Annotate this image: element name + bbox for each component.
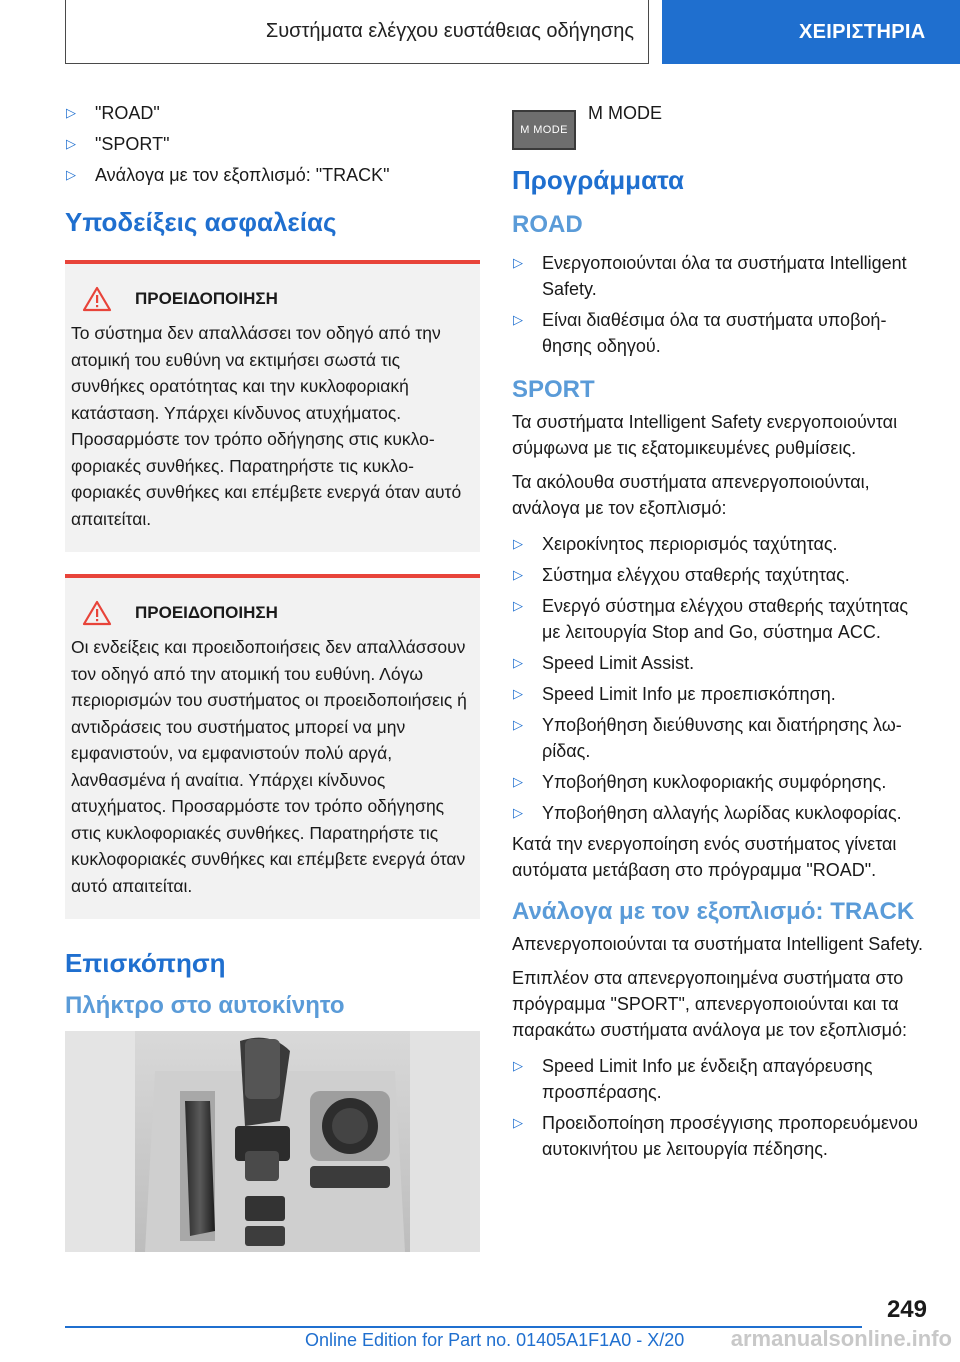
bullet-triangle-icon: ▷	[513, 1115, 523, 1130]
bullet-triangle-icon: ▷	[66, 136, 76, 151]
page-number: 249	[886, 1296, 927, 1323]
warning-title: ΠΡΟΕΙΔΟΠΟΙΗΣΗ	[77, 286, 474, 312]
warning-icon	[77, 286, 117, 312]
warning-icon	[77, 600, 117, 626]
bullet-triangle-icon: ▷	[513, 686, 523, 701]
list-item: ▷ Προειδοποίηση προσέγγισης προπορευόμενου αυτοκινήτου με λειτουργία πέδησης.	[512, 1110, 927, 1162]
list-item: ▷ Speed Limit Assist.	[512, 650, 927, 676]
right-column	[512, 100, 927, 1167]
list-item: ▷ Υποβοήθηση διεύθυνσης και διατήρησης λωρίδας.	[512, 712, 927, 764]
list-item: ▷ Σύστημα ελέγχου σταθερής ταχύτητας.	[512, 562, 927, 588]
programs-heading: Προγράμματα	[512, 165, 684, 195]
bullet-triangle-icon: ▷	[513, 1058, 523, 1073]
track-list	[512, 1053, 927, 1162]
track-paragraph: Επιπλέον στα απενεργοποιημένα συστήματα στο πρόγραμμα "SPORT", απενεργοποιούνται και τα παρακάτω συστήματα ανάλογα με τον εξοπλισμό:	[512, 968, 908, 1040]
bullet-triangle-icon: ▷	[513, 598, 523, 613]
sport-paragraph: Τα ακόλουθα συστήματα απενεργοποιούνται, ανάλογα με τον εξοπλισμό:	[512, 472, 870, 518]
list-item: ▷ "SPORT"	[65, 131, 480, 157]
list-item: ▷ "ROAD"	[65, 100, 480, 126]
chapter-title: Συστήματα ελέγχου ευστάθειας οδήγησης	[65, 0, 649, 64]
bullet-triangle-icon: ▷	[513, 774, 523, 789]
list-item: ▷ Είναι διαθέσιμα όλα τα συστήματα υποβοήθησης οδηγού.	[512, 307, 927, 359]
edition-text: Online Edition for Part no. 01405A1F1A0 - X/20	[305, 1330, 685, 1350]
bullet-triangle-icon: ▷	[513, 536, 523, 551]
warning-text: Το σύστημα δεν απαλλάσσει τον οδηγό από την ατομική του ευθύνη να εκτιμήσει σωστά τις συνθήκες ορατότητας και την κυκλοφοριακή κατάσταση. Υπάρχει κίνδυνος ατυχήματος. Προσαρμόστε τον τρόπο οδήγησης στις κυκλοφοριακές συνθήκες. Παρατηρήστε τις κυκλοφοριακές συνθήκες και επέμβετε ενεργά όταν αυτό απαιτείται.	[71, 323, 462, 529]
warning-box	[65, 260, 480, 552]
m-mode-row	[512, 100, 927, 150]
bullet-triangle-icon: ▷	[513, 655, 523, 670]
warning-text: Οι ενδείξεις και προειδοποιήσεις δεν απαλλάσσουν τον οδηγό από την ατομική του ευθύνη. Λόγω περιορισμών του συστήματος οι προειδοποιήσεις ή αντιδράσεις του συστήματος μπορεί να μην εμφανιστούν, να εμφανιστούν πολύ αργά, λανθασμένα ή αναίτια. Υπάρχει κίνδυνος ατυχήματος. Προσαρμόστε τον τρόπο οδήγησης στις κυκλοφοριακές συνθήκες. Παρατηρήστε τις κυκλοφοριακές συνθήκες και επέμβετε ενεργά όταν αυτό απαιτείται.	[71, 637, 467, 896]
road-list	[512, 250, 927, 359]
m-mode-button-image: M MODE	[512, 110, 576, 150]
list-item: ▷ Ενεργοποιούνται όλα τα συστήματα Intelligent Safety.	[512, 250, 927, 302]
console-photo	[65, 1031, 480, 1252]
warning-title: ΠΡΟΕΙΔΟΠΟΙΗΣΗ	[77, 600, 474, 626]
list-item: ▷ Speed Limit Info με προεπισκόπηση.	[512, 681, 927, 707]
m-mode-label: M MODE	[588, 103, 662, 123]
list-item: ▷ Υποβοήθηση κυκλοφοριακής συμφόρησης.	[512, 769, 927, 795]
overview-heading: Επισκόπηση	[65, 948, 226, 978]
track-heading: Ανάλογα με τον εξοπλισμό: TRACK	[512, 898, 915, 925]
bullet-triangle-icon: ▷	[513, 312, 523, 327]
bullet-triangle-icon: ▷	[66, 167, 76, 182]
program-list	[65, 100, 480, 188]
list-item: ▷ Ενεργό σύστημα ελέγχου σταθερής ταχύτητας με λειτουργία Stop and Go, σύστημα ACC.	[512, 593, 927, 645]
sport-heading: SPORT	[512, 376, 595, 403]
road-heading: ROAD	[512, 211, 583, 238]
track-paragraph: Απενεργοποιούνται τα συστήματα Intelligent Safety.	[512, 934, 923, 954]
sport-paragraph: Τα συστήματα Intelligent Safety ενεργοποιούνται σύμφωνα με τις εξατομικευμένες ρυθμίσεις.	[512, 412, 898, 458]
sport-list	[512, 531, 927, 826]
warning-box	[65, 574, 480, 919]
page-header	[65, 0, 960, 64]
watermark: armanualsonline.info	[730, 1326, 952, 1351]
bullet-triangle-icon: ▷	[66, 105, 76, 120]
list-item: ▷ Χειροκίνητος περιορισμός ταχύτητας.	[512, 531, 927, 557]
list-item: ▷ Υποβοήθηση αλλαγής λωρίδας κυκλοφορίας.	[512, 800, 927, 826]
button-heading: Πλήκτρο στο αυτοκίνητο	[65, 992, 345, 1019]
bullet-triangle-icon: ▷	[513, 567, 523, 582]
bullet-triangle-icon: ▷	[513, 805, 523, 820]
list-item: ▷ Speed Limit Info με ένδειξη απαγόρευσης προσπέρασης.	[512, 1053, 927, 1105]
bullet-triangle-icon: ▷	[513, 717, 523, 732]
sport-paragraph: Κατά την ενεργοποίηση ενός συστήματος γίνεται αυτόματα μετάβαση στο πρόγραμμα "ROAD".	[512, 834, 897, 880]
list-item: ▷ Ανάλογα με τον εξοπλισμό: "TRACK"	[65, 162, 480, 188]
section-tab: ΧΕΙΡΙΣΤΗΡΙΑ	[662, 0, 960, 64]
bullet-triangle-icon: ▷	[513, 255, 523, 270]
safety-heading: Υποδείξεις ασφαλείας	[65, 207, 337, 237]
left-column	[65, 100, 480, 1252]
